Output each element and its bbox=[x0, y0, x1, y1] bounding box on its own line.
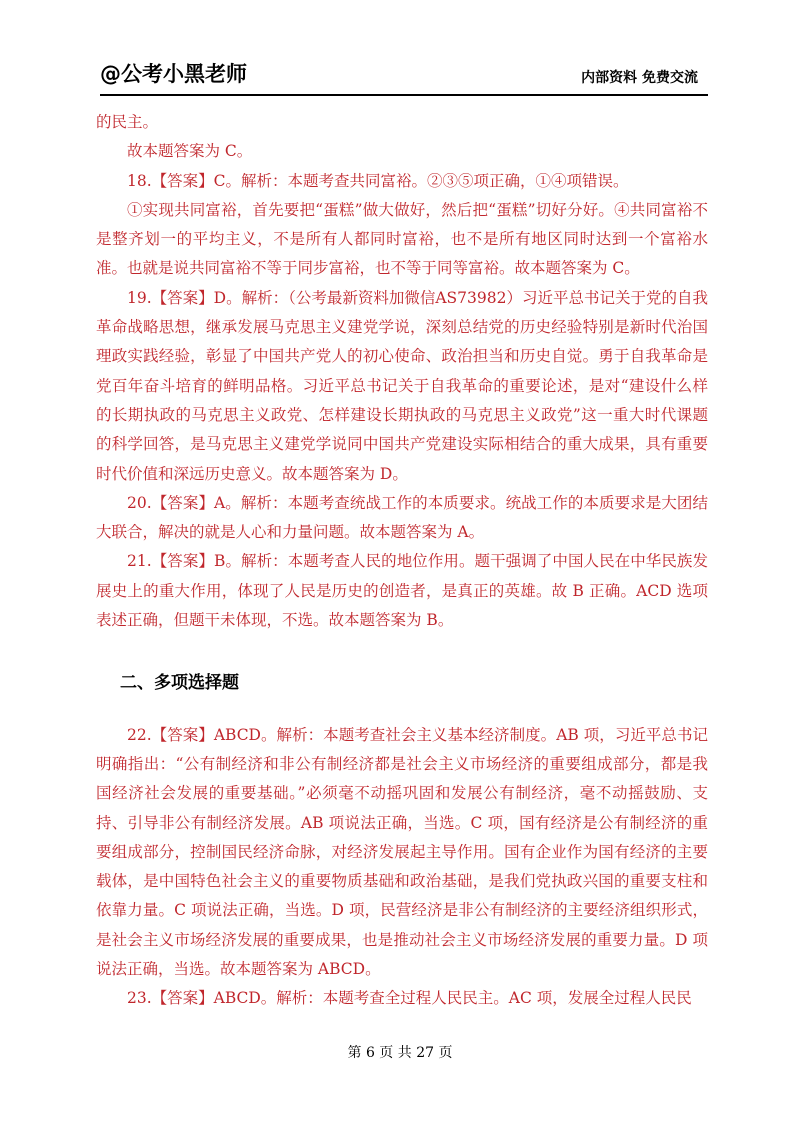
answer-19: 19.【答案】D。解析：（公考最新资料加微信AS73982）习近平总书记关于党的自我革命战略思想，继承发展马克思主义建党学说，深刻总结党的历史经验特别是新时代治国理政实践经验，彰显了中国共产党人的初心使命、政治担当和历史自觉。勇于自我革命是党百年奋斗培育的鲜明品格。习近平总书记关于自我革命的重要论述，是对“建设什么样的长期执政的马克思主义政党、怎样建设长期执政的马克思主义政党”这一重大时代课题的科学回答，是马克思主义建党学说同中国共产党建设实际相结合的重大成果，具有重要时代价值和深远历史意义。故本题答案为 D。 bbox=[96, 288, 708, 483]
page-number: 第 6 页 共 27 页 bbox=[347, 1045, 453, 1061]
answer-18-detail: ①实现共同富裕，首先要把“蛋糕”做大做好，然后把“蛋糕”切好分好。④共同富裕不是整齐划一的平均主义，不是所有人都同时富裕，也不是所有地区同时达到一个富裕水准。也就是说共同富裕不等于同步富裕，也不等于同等富裕。故本题答案为 C。 bbox=[96, 200, 708, 278]
section-title: 二、多项选择题 bbox=[120, 673, 239, 694]
answer-22: 22.【答案】ABCD。解析：本题考查社会主义基本经济制度。AB 项，习近平总书记明确指出：“公有制经济和非公有制经济都是社会主义市场经济的重要组成部分，都是我国经济社会发展的重要基础。”必须毫不动摇巩固和发展公有制经济，毫不动摇鼓励、支持、引导非公有制经济发展。AB 项说法正确，当选。C 项，国有经济是公有制经济的重要组成部分，控制国民经济命脉，对经济发展起主导作用。国有企业作为国有经济的主要载体，是中国特色社会主义的重要物质基础和政治基础，是我们党执政兴国的重要支柱和依靠力量。C 项说法正确，当选。D 项，民营经济是非公有制经济的主要经济组织形式，是社会主义市场经济发展的重要成果，也是推动社会主义市场经济发展的重要力量。D 项说法正确，当选。故本题答案为 ABCD。 bbox=[96, 725, 708, 979]
paragraph-continuation: 的民主。 bbox=[96, 113, 159, 131]
page-header bbox=[100, 60, 708, 96]
brand-watermark: @公考小黑老师 bbox=[100, 62, 247, 86]
answer-conclusion: 故本题答案为 C。 bbox=[127, 142, 253, 161]
answer-21: 21.【答案】B。解析：本题考查人民的地位作用。题干强调了中国人民在中华民族发展史上的重大作用，体现了人民是历史的创造者，是真正的英雄。故 B 正确。ACD 选项表述正确，但题干未体现，不选。故本题答案为 B。 bbox=[96, 552, 708, 630]
header-note: 内部资料 免费交流 bbox=[581, 70, 698, 86]
document-body bbox=[96, 108, 708, 1014]
answer-20: 20.【答案】A。解析：本题考查统战工作的本质要求。统战工作的本质要求是大团结大联合，解决的就是人心和力量问题。故本题答案为 A。 bbox=[96, 493, 708, 542]
answer-23: 23.【答案】ABCD。解析：本题考查全过程人民民主。AC 项，发展全过程人民民 bbox=[127, 989, 692, 1008]
answer-18: 18.【答案】C。解析：本题考查共同富裕。②③⑤项正确，①④项错误。 bbox=[127, 171, 629, 190]
